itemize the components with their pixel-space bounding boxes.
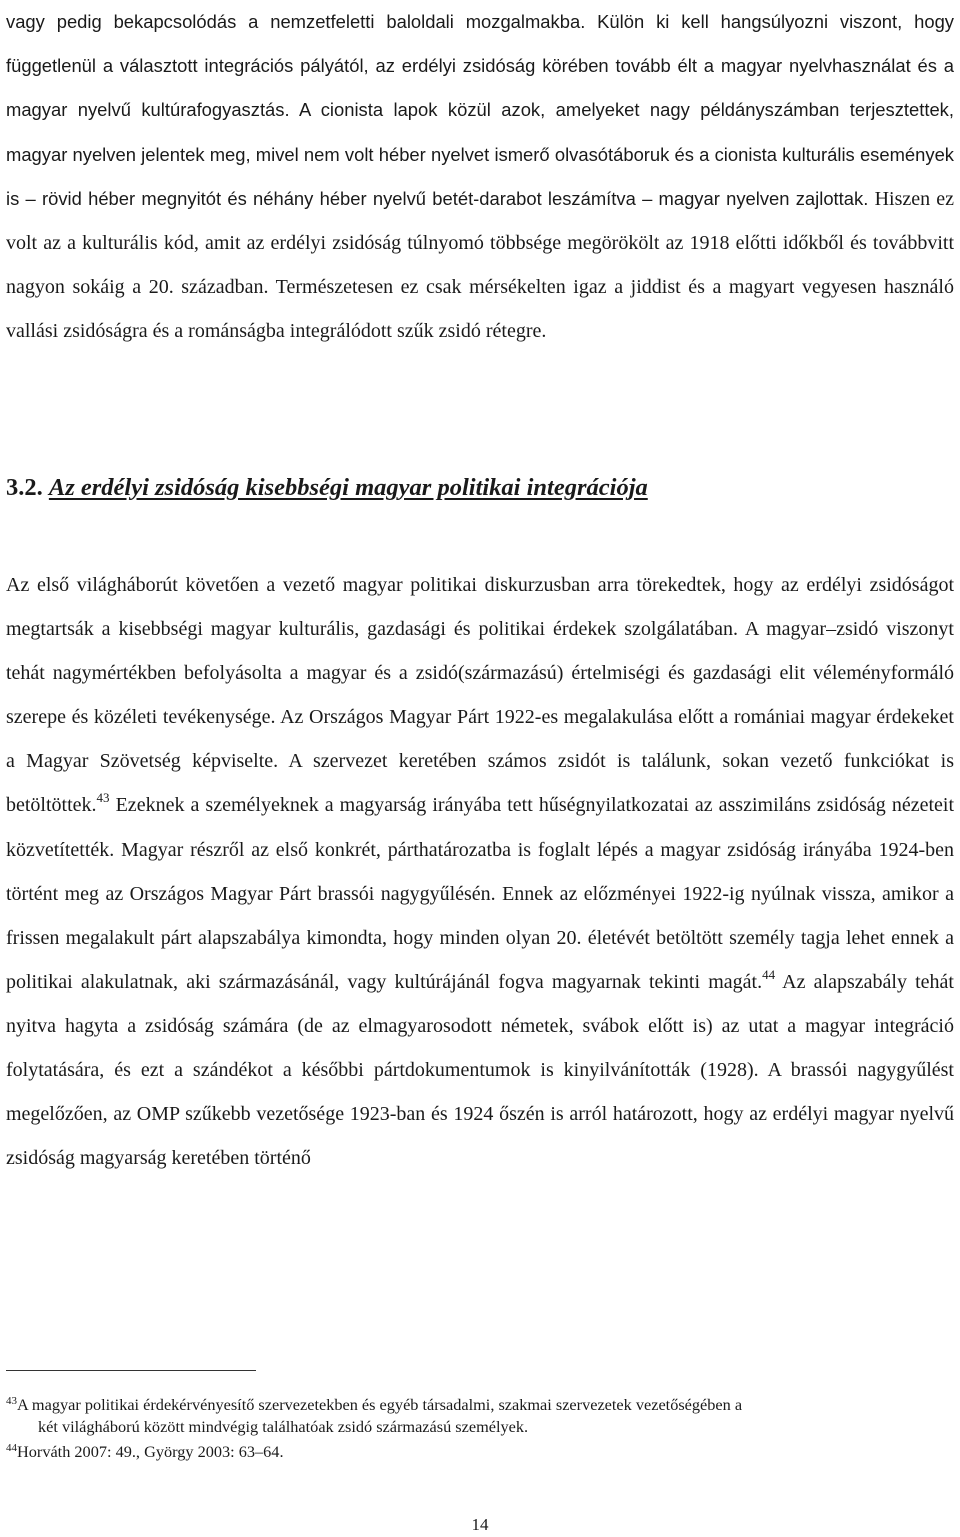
paragraph-text: Hiszen ez volt az a kulturális kód, amit az erdélyi zsidóság túlnyomó többsége megörökölt az 1918 előtti időkből és továbbvitt nagyon sokáig a 20. században. Természetesen ez csak mérsékelten igaz a jiddist és a magyart vegyesen használó vallási zsidóságra és a románságba integrálódott szűk zsidó rétegre. [6,187,954,343]
section-heading [6,474,648,502]
footnote-mark: 44 [6,1442,17,1454]
footnote [6,1394,956,1438]
paragraph-text: Ezeknek a személyeknek a magyarság irányába tett hűségnyilatkozatai az asszimiláns zsidóság nézeteit közvetítették. Magyar részről az első konkrét, párthatározatba is foglalt lépés a magyar zsidóság irányába 1924-ben történt meg az Országos Magyar Párt brassói nagygyűlésén. Ennek az előzményei 1922-ig nyúlnak vissza, amikor a frissen megalakult párt alapszabálya kimondta, hogy minden olyan 20. életévét betöltött személy tagja lehet ennek a politikai alakulatnak, aki származásánál, vagy kultúrájánál fogva magyarnak tekinti magát. [6,794,954,993]
footnote [6,1441,956,1463]
footnote-text: két világháború között mindvégig találhatóak zsidó származású személyek. [38,1417,529,1436]
paragraph-text: vagy pedig bekapcsolódás a nemzetfeletti baloldali mozgalmakba. Külön ki kell hangsúlyozni viszont, hogy függetlenül a választott integrációs pályától, az erdélyi zsidóság körében tovább élt a magyar nyelvhasználat és a magyar nyelvű kultúrafogyasztás. A cionista lapok közül azok, amelyeket nagy példányszámban terjesztettek, magyar nyelven jelentek meg, mivel nem volt héber nyelvet ismerő olvasótáboruk és a cionista kulturális események is – rövid héber megnyitót és néhány héber nyelvű betét-darabot leszámítva – magyar nyelven zajlottak. [6,11,954,209]
footnote-reference[interactable]: 44 [762,966,776,982]
page-number: 14 [471,1515,489,1534]
paragraph-text: Az alapszabály tehát nyitva hagyta a zsidóság számára (de az elmagyarosodott németek, svábok előtt is) az utat a magyar integráció folytatására, és ezt a szándékot a későbbi pártdokumentumok is kinyilvánították (1928). A brassói nagygyűlést megelőzően, az OMP szűkebb vezetősége 1923-ban és 1924 őszén is arról határozott, hogy az erdélyi magyar nyelvű zsidóság magyarság keretében történő [6,970,954,1170]
footnote-reference[interactable]: 43 [96,790,110,806]
body-paragraph [6,0,954,354]
footnote-text: Horváth 2007: 49., György 2003: 63–64. [17,1442,284,1461]
paragraph-text: Az első világháborút követően a vezető magyar politikai diskurzusban arra törekedtek, hogy az erdélyi zsidóságot megtartsák a kisebbségi magyar kulturális, gazdasági és politikai érdekek szolgálatában. A magyar–zsidó viszonyt tehát nagymértékben befolyásolta a magyar és a zsidó(származású) értelmiségi és gazdasági elit véleményformáló szerepe és közéleti tevékenysége. Az Országos Magyar Párt 1922-es megalakulása előtt a romániai magyar érdekeket a Magyar Szövetség képviselte. A szervezet keretében számos zsidót is találunk, sokan vezető funkciókat is betöltöttek. [6,574,954,817]
footnote-separator [6,1370,256,1371]
section-number: 3.2. [6,474,43,501]
footnote-mark: 43 [6,1395,17,1407]
footnote-text: A magyar politikai érdekérvényesítő szervezetekben és egyéb társadalmi, szakmai szervezetek vezetőségében a [17,1395,743,1414]
section-title: Az erdélyi zsidóság kisebbségi magyar politikai integrációja [48,474,648,501]
body-paragraph [6,563,954,1180]
